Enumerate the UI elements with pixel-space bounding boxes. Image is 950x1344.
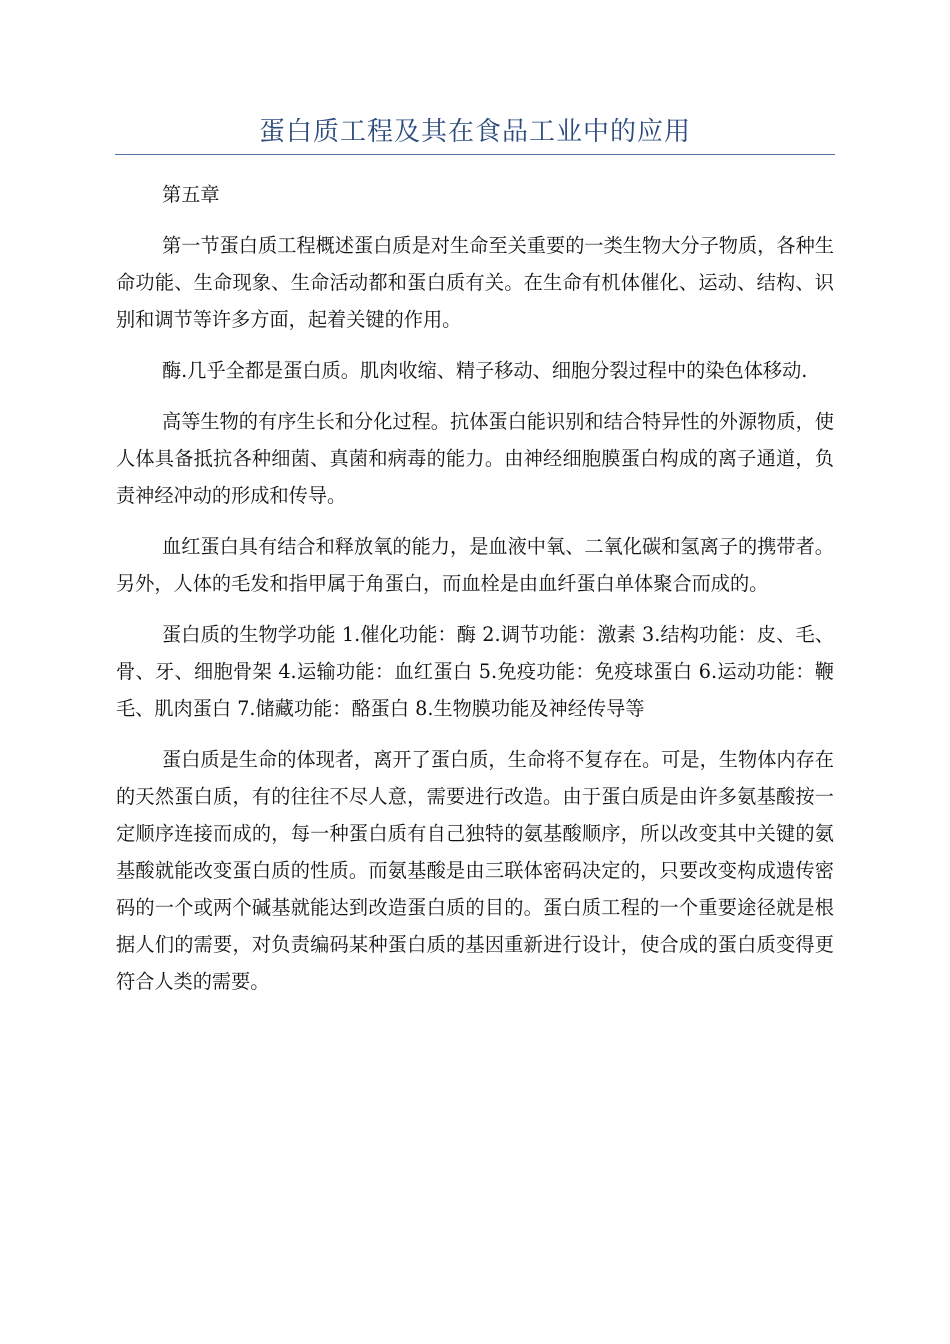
title-underline [115, 154, 835, 155]
chapter-heading: 第五章 [162, 183, 220, 206]
paragraph: 蛋白质的生物学功能 1.催化功能：酶 2.调节功能：激素 3.结构功能：皮、毛、骨、牙、细胞骨架 4.运输功能：血红蛋白 5.免疫功能：免疫球蛋白 6.运动功能：鞭毛、肌肉蛋白 7.储藏功能：酪蛋白 8.生物膜功能及神经传导等 [116, 623, 834, 720]
paragraph: 蛋白质是生命的体现者，离开了蛋白质，生命将不复存在。可是，生物体内存在的天然蛋白质，有的往往不尽人意，需要进行改造。由于蛋白质是由许多氨基酸按一定顺序连接而成的，每一种蛋白质有自己独特的氨基酸顺序，所以改变其中关键的氨基酸就能改变蛋白质的性质。而氨基酸是由三联体密码决定的，只要改变构成遗传密码的一个或两个碱基就能达到改造蛋白质的目的。蛋白质工程的一个重要途径就是根据人们的需要，对负责编码某种蛋白质的基因重新进行设计，使合成的蛋白质变得更符合人类的需要。 [116, 748, 834, 993]
paragraph: 酶.几乎全都是蛋白质。肌肉收缩、精子移动、细胞分裂过程中的染色体移动. [162, 359, 808, 382]
document-body [116, 176, 834, 1014]
document-title: 蛋白质工程及其在食品工业中的应用 [258, 117, 691, 147]
paragraph: 血红蛋白具有结合和释放氧的能力，是血液中氧、二氧化碳和氢离子的携带者。另外，人体的毛发和指甲属于角蛋白，而血栓是由血纤蛋白单体聚合而成的。 [116, 535, 834, 595]
paragraph: 高等生物的有序生长和分化过程。抗体蛋白能识别和结合特异性的外源物质，使人体具备抵抗各种细菌、真菌和病毒的能力。由神经细胞膜蛋白构成的离子通道，负责神经冲动的形成和传导。 [116, 410, 834, 507]
paragraph: 第一节蛋白质工程概述蛋白质是对生命至关重要的一类生物大分子物质，各种生命功能、生命现象、生命活动都和蛋白质有关。在生命有机体催化、运动、结构、识别和调节等许多方面，起着关键的作用。 [116, 234, 834, 331]
